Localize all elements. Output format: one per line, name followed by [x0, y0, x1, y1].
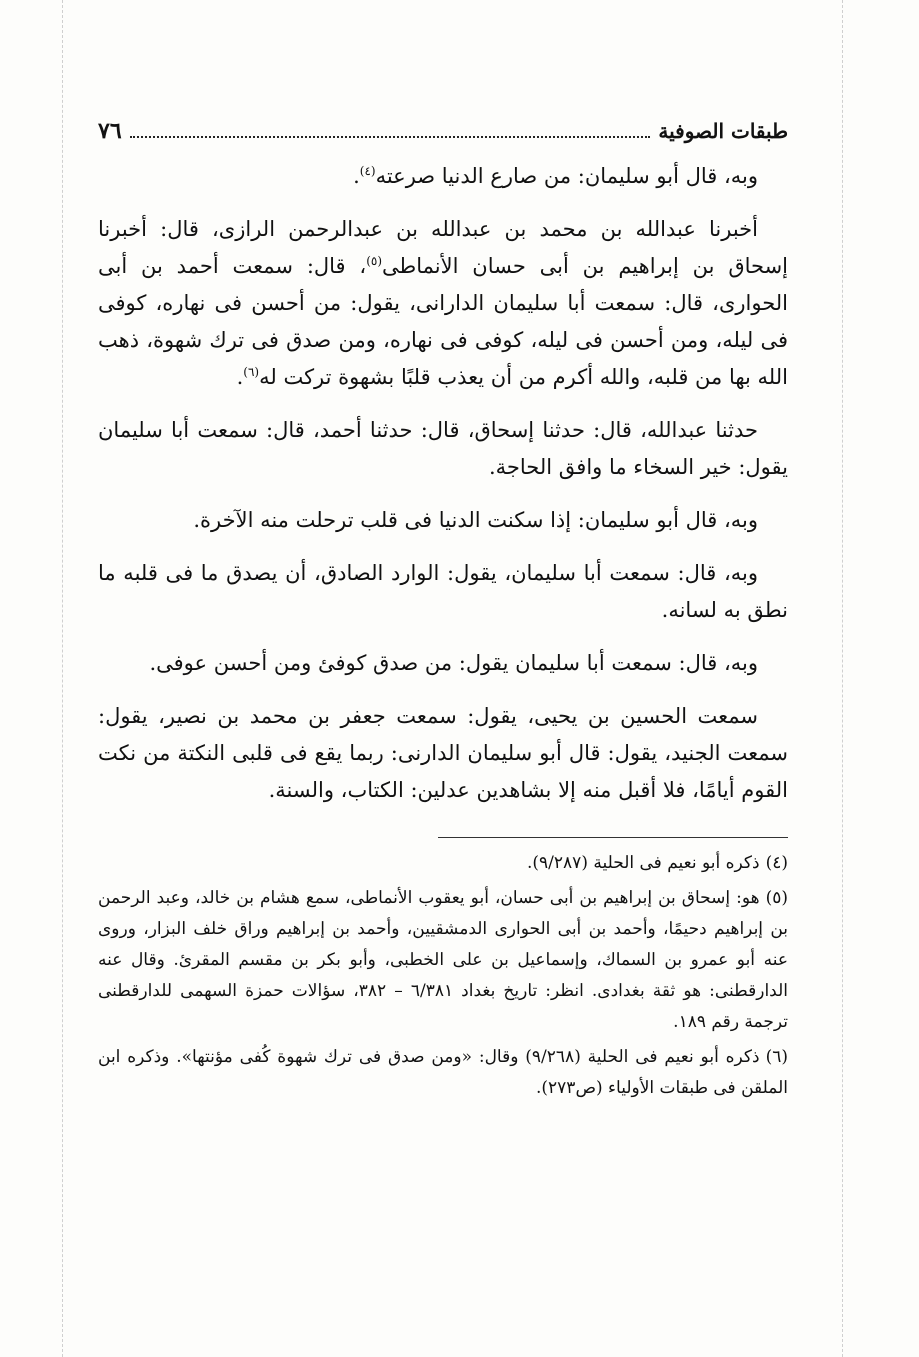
main-text — [98, 158, 788, 809]
paragraph: سمعت الحسين بن يحيى، يقول: سمعت جعفر بن محمد بن نصير، يقول: سمعت الجنيد، يقول: قال أبو سليمان الدارنى: ربما يقع فى قلبى النكتة من نكت القوم أيامًا، فلا أقبل منه إلا بشاهدين عدلين: الكتاب، والسنة. — [98, 704, 788, 802]
footnote-number: (٥) — [765, 888, 788, 908]
paragraph: أخبرنا عبدالله بن محمد بن عبدالله بن عبدالرحمن الرازى، قال: أخبرنا إسحاق بن إبراهيم بن أبى حسان الأنماطى$^{(٥)}$، قال: سمعت أحمد بن أبى الحوارى، قال: سمعت أبا سليمان الدارانى، يقول: من أحسن فى نهاره، كوفى فى ليله، ومن أحسن فى ليله، كوفى فى نهاره، ومن صدق فى ترك شهوة، ذهب الله بها من قلبه، والله أكرم من أن يعذب قلبًا بشهوة تركت له$^{(٦)}$. — [98, 217, 788, 389]
running-title: طبقات الصوفية — [658, 119, 788, 143]
paragraph: وبه، قال أبو سليمان: إذا سكنت الدنيا فى قلب ترحلت منه الآخرة. — [193, 508, 758, 532]
footnote-number: (٤) — [765, 853, 788, 873]
footnote-ref[interactable]: (٤) — [359, 164, 376, 178]
book-page — [98, 118, 788, 1108]
paragraph: حدثنا عبدالله، قال: حدثنا إسحاق، قال: حدثنا أحمد، قال: سمعت أبا سليمان يقول: خير السخاء ما وافق الحاجة. — [98, 418, 788, 479]
footnote-ref[interactable]: (٦) — [243, 365, 260, 379]
footnote — [98, 1042, 788, 1104]
paragraph: وبه، قال: سمعت أبا سليمان، يقول: الوارد الصادق، أن يصدق ما فى قلبه ما نطق به لسانه. — [98, 561, 788, 622]
scan-guide-line — [62, 0, 63, 1357]
running-header — [98, 118, 788, 158]
footnotes — [98, 848, 788, 1104]
footnote-text: ذكره أبو نعيم فى الحلية (٩/٢٦٨) وقال: «ومن صدق فى ترك شهوة كُفى مؤنتها». وذكره ابن الملقن فى طبقات الأولياء (ص٢٧٣). — [98, 1047, 788, 1098]
footnote — [98, 848, 788, 879]
paragraph: وبه، قال أبو سليمان: من صارع الدنيا صرعته$^{(٤)}$. — [353, 164, 758, 188]
footnote-ref[interactable]: (٥) — [366, 254, 383, 268]
header-dotted-leader — [130, 136, 651, 138]
footnote-separator — [438, 837, 788, 838]
footnote-number: (٦) — [765, 1047, 788, 1067]
footnote-text: ذكره أبو نعيم فى الحلية (٩/٢٨٧). — [527, 853, 760, 873]
scan-guide-line — [842, 0, 843, 1357]
footnote — [98, 883, 788, 1038]
paragraph: وبه، قال: سمعت أبا سليمان يقول: من صدق كوفئ ومن أحسن عوفى. — [149, 651, 758, 675]
footnote-text: هو: إسحاق بن إبراهيم بن أبى حسان، أبو يعقوب الأنماطى، سمع هشام بن خالد، وعبد الرحمن بن إبراهيم دحيمًا، وأحمد بن أبى الحوارى الدمشقيين، وأحمد بن إبراهيم وراق خلف البزار، وروى عنه أبو عمرو بن السماك، وإسماعيل بن على الخطبى، وأبو بكر بن مقسم المقرئ. وقال عنه الدارقطنى: هو ثقة بغدادى. انظر: تاريخ بغداد ٦/٣٨١ – ٣٨٢، سؤالات حمزة السهمى للدارقطنى ترجمة رقم ١٨٩. — [98, 888, 788, 1032]
page-number: ٧٦ — [98, 118, 122, 144]
